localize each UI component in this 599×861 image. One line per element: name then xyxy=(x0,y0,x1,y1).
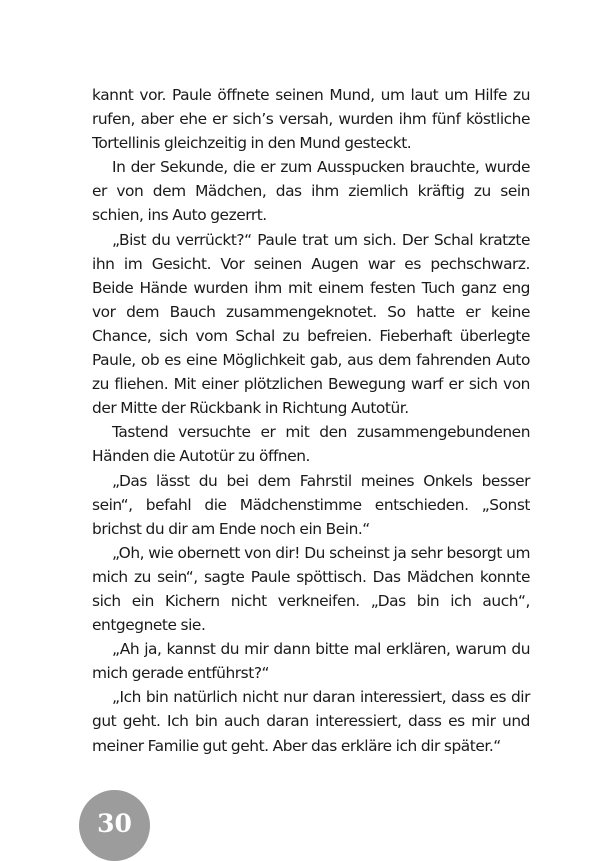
page-number-badge xyxy=(79,790,150,861)
paragraph-5: „Das lässt du bei dem Fahrstil meines Onkels besser sein“, befahl die Mädchenstimme entschieden. „Sonst brichst du dir am Ende noch ein Bein.“ xyxy=(92,471,530,538)
paragraph-3: „Bist du verrückt?“ Paule trat um sich. Der Schal kratzte ihn im Gesicht. Vor seinen Augen war es pechschwarz. Beide Hände wurden ihm mit einem festen Tuch ganz eng vor dem Bauch zusammengeknotet. So hatte er keine Chance, sich vom Schal zu befreien. Fieberhaft überlegte Paule, ob es eine Möglichkeit gab, aus dem fahrenden Auto zu fliehen. Mit einer plötzlichen Bewegung warf er sich von der Mitte der Rückbank in Richtung Autotür. xyxy=(92,230,530,418)
paragraph-2: In der Sekunde, die er zum Ausspucken brauchte, wurde er von dem Mädchen, das ihm ziemlich kräftig zu sein schien, ins Auto gezerrt. xyxy=(92,158,530,225)
paragraph-8: „Ich bin natürlich nicht nur daran interessiert, dass es dir gut geht. Ich bin auch daran interessiert, dass es mir und meiner Familie gut geht. Aber das erkläre ich dir später.“ xyxy=(92,688,530,755)
paragraph-6: „Oh, wie obernett von dir! Du scheinst ja sehr besorgt um mich zu sein“, sagte Paule spöttisch. Das Mädchen konnte sich ein Kichern nicht verkneifen. „Das bin ich auch“, entgegnete sie. xyxy=(92,543,530,635)
paragraph-7: „Ah ja, kannst du mir dann bitte mal erklären, warum du mich gerade entführst?“ xyxy=(92,640,530,683)
paragraph-1: kannt vor. Paule öffnete seinen Mund, um laut um Hilfe zu rufen, aber ehe er sich’s versah, wurden ihm fünf köstliche Tortellinis gleichzeitig in den Mund gesteckt. xyxy=(92,86,530,153)
page-number: 30 xyxy=(97,809,132,838)
paragraph-4: Tastend versuchte er mit den zusammengebundenen Händen die Autotür zu öffnen. xyxy=(92,423,530,466)
book-page-body xyxy=(92,83,530,758)
